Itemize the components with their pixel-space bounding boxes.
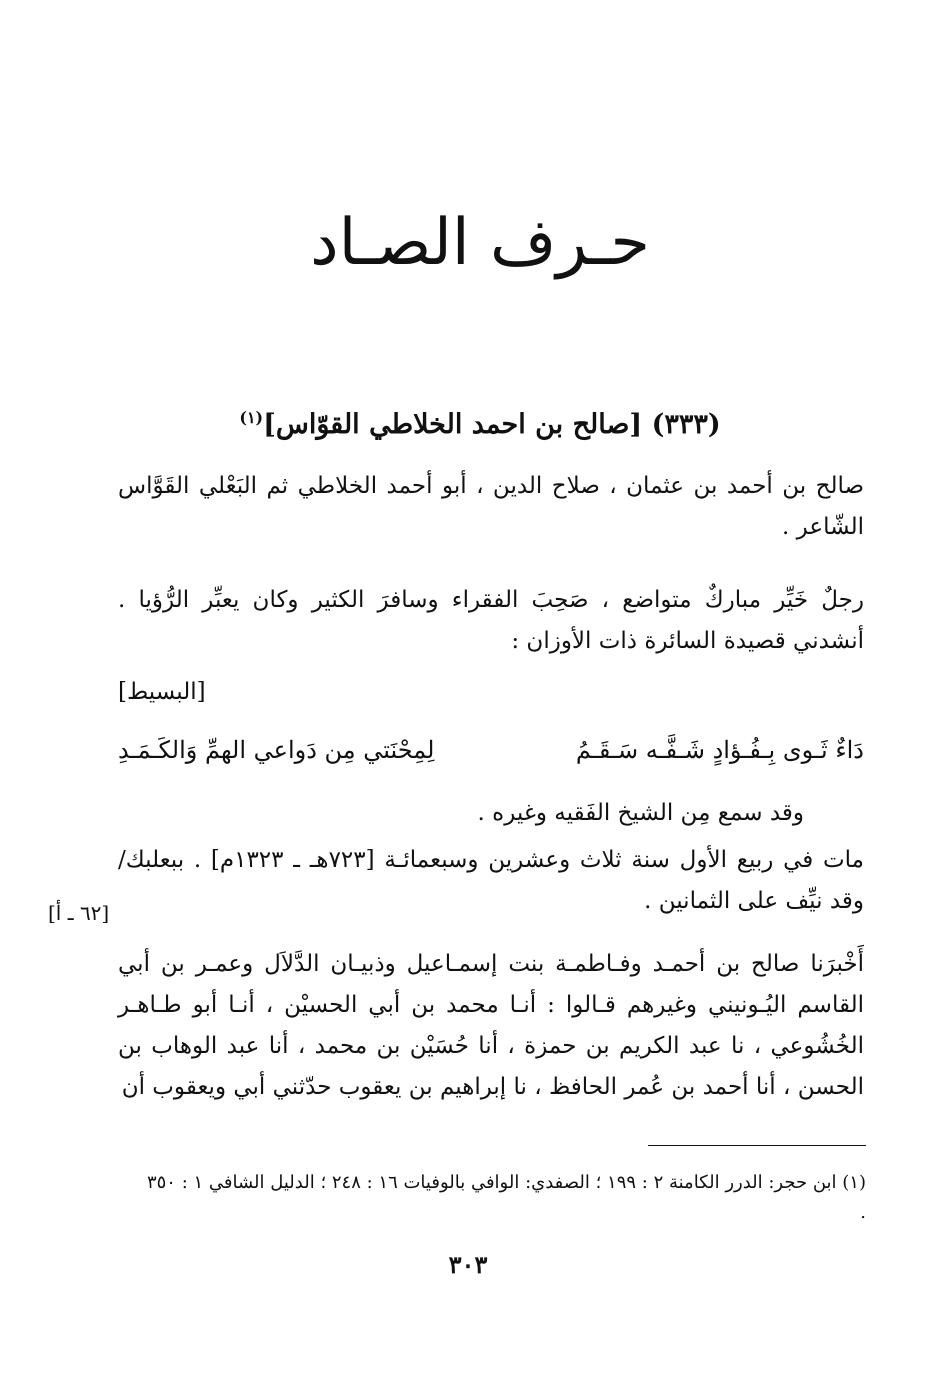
chapter-title: حـرف الصـاد (310, 206, 650, 280)
paragraph-death: مات في ربيع الأول سنة ثلاث وعشرين وسبعمائـة [٧٢٣هـ ـ ١٣٢٣م] . ببعلبك/ وقد نيِّف على الثمانين . (118, 847, 864, 914)
paragraph-hearing: وقد سمع مِن الشيخ الفَقيه وغيره . (477, 800, 804, 826)
manuscript-folio-reference: [٦٢ ـ أ] (48, 901, 110, 925)
poetic-meter-label: [البسيط] (118, 679, 206, 705)
page-number: ٣٠٣ (448, 1250, 488, 1279)
verse-line (118, 728, 864, 772)
footnote-divider (648, 1145, 866, 1146)
verse-first-hemistich: دَاءٌ ثَـوى بِـفُـؤادٍ شَـفَّـه سَـقَـمُ (575, 736, 864, 764)
footnote-text: (١) ابن حجر: الدرر الكامنة ٢ : ١٩٩ ؛ الصفدي: الوافي بالوفيات ١٦ : ٢٤٨ ؛ الدليل الشافي ١ : ٣٥٠ . (146, 1172, 866, 1223)
entry-heading-text: (٣٣٣) [صالح بن احمد الخلاطي القوّاس] (263, 409, 721, 440)
paragraph-biography: صالح بن أحمد بن عثمان ، صلاح الدين ، أبو أحمد الخلاطي ثم البَعْلي القَوَّاس الشّاعر . (118, 473, 864, 540)
entry-heading (220, 398, 740, 445)
paragraph-description: رجلٌ خَيِّر مباركٌ متواضع ، صَحِبَ الفقراء وسافرَ الكثير وكان يعبِّر الرُّؤيا . أنشدني قصيدة السائرة ذات الأوزان : (118, 587, 864, 654)
footnote-marker[interactable]: (١) (239, 408, 264, 427)
paragraph-isnad: أَخْبرَنا صالح بن أحمـد وفـاطمـة بنت إسمـاعيل وذبيـان الدَّلاَل وعمـر بن أبي القاسم اليُـونيني وغيرهم قـالوا : أنـا محمد بن أبي الحسيْن ، أنـا أبو طـاهـر الخُشُوعي ، نا عبد الكريم بن حمزة ، أنا حُسَيْن بن محمد ، أنا عبد الوهاب بن الحسن ، أنا أحمد بن عُمر الحافظ ، نا إبراهيم بن يعقوب حدّثني أبي ويعقوب أن (118, 951, 864, 1100)
verse-second-hemistich: لِمِحْنَتي مِن دَواعي الهمِّ وَالكَـمَـدِ (118, 736, 435, 764)
